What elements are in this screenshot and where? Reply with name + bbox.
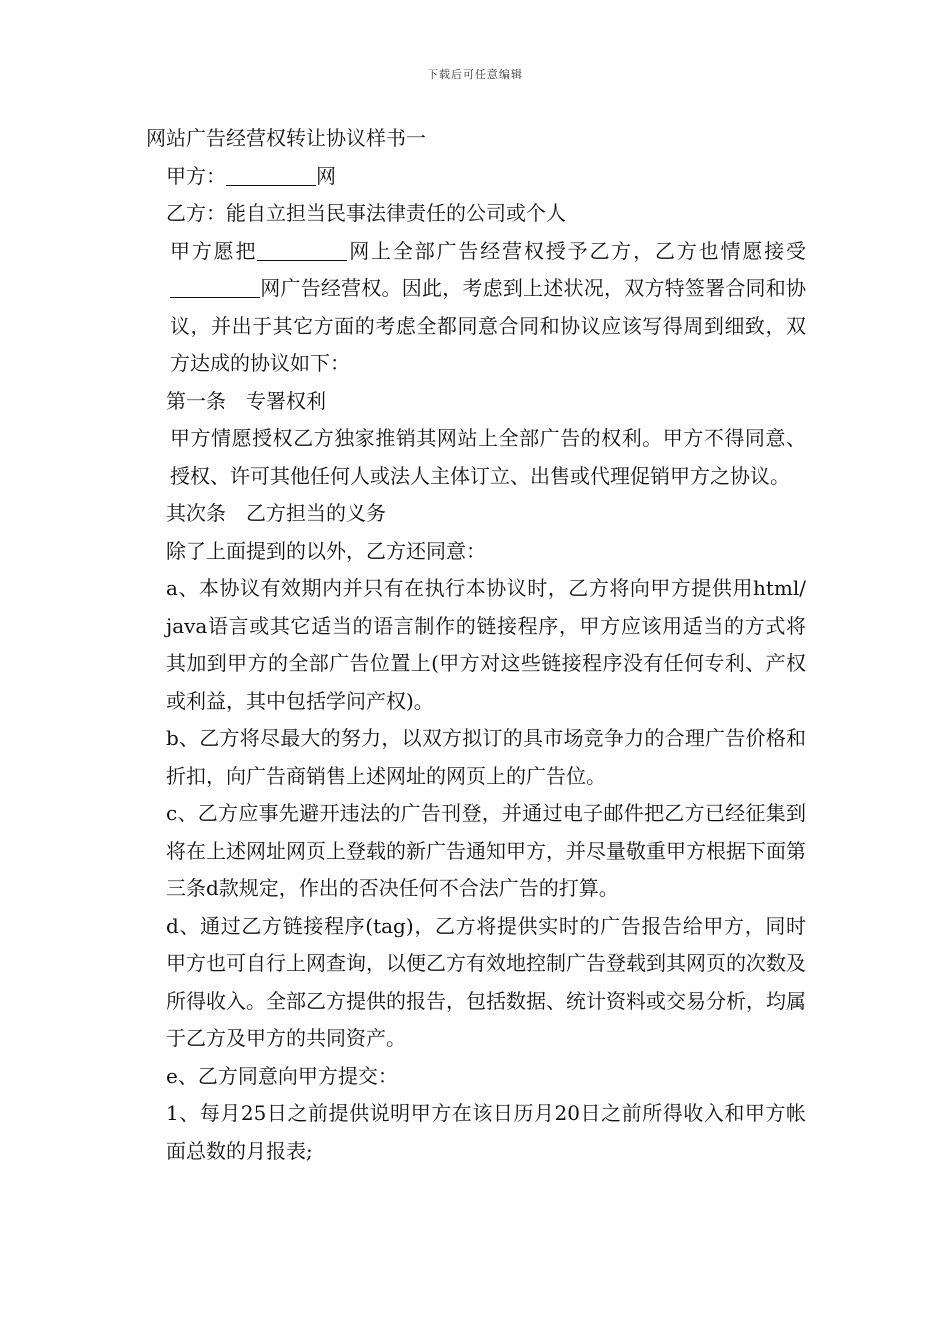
clause-c: c、乙方应事先避开违法的广告刊登，并通过电子邮件把乙方已经征集到将在上述网址网页上登载的新广告通知甲方，并尽量敬重甲方根据下面第三条d款规定，作出的否决任何不合法广告的打算。 (166, 801, 806, 900)
article2-lead: 除了上面提到的以外，乙方还同意： (166, 538, 486, 563)
header-note: 下载后可任意编辑 (427, 68, 523, 81)
clause-d: d、通过乙方链接程序(tag)，乙方将提供实时的广告报告给甲方，同时甲方也可自行上网查询，以便乙方有效地控制广告登载到其网页的次数及所得收入。全部乙方提供的报告，包括数据、统计资料或交易分析，均属于乙方及甲方的共同资产。 (166, 913, 806, 1050)
document-body (146, 120, 806, 1170)
clause-a: a、本协议有效期内并只有在执行本协议时，乙方将向甲方提供用html/ java语言或其它适当的语言制作的链接程序，甲方应该用适当的方式将其加到甲方的全部广告位置上(甲方对这些链接程序没有任何专利、产权或利益，其中包括学问产权)。 (166, 576, 806, 713)
intro-paragraph (146, 233, 806, 383)
intro-blank-2 (170, 277, 260, 298)
party-a-prefix: 甲方： (166, 163, 226, 188)
intro-part2: 网上全部广告经营权授予乙方，乙方也情愿接受 (347, 238, 807, 263)
clause-e: e、乙方同意向甲方提交： (166, 1063, 398, 1088)
intro-part1: 甲方愿把 (170, 238, 258, 263)
document-title: 网站广告经营权转让协议样书一 (146, 126, 426, 150)
article1-heading: 第一条 专署权利 (166, 388, 326, 413)
article2-heading: 其次条 乙方担当的义务 (166, 501, 386, 525)
intro-blank-1 (257, 240, 347, 261)
clause-e1: 1、每月25日之前提供说明甲方在该日历月20日之前所得收入和甲方帐面总数的月报表; (166, 1101, 806, 1163)
party-a-suffix: 网 (316, 163, 336, 188)
party-b-line: 乙方：能自立担当民事法律责任的公司或个人 (166, 201, 566, 225)
clause-b: b、乙方将尽最大的努力，以双方拟订的具市场竞争力的合理广告价格和折扣，向广告商销售上述网址的网页上的广告位。 (166, 726, 806, 788)
intro-part3: 网广告经营权。因此，考虑到上述状况，双方特签署合同和协议，并出于其它方面的考虑全都同意合同和协议应该写得周到细致，双方达成的协议如下： (170, 276, 806, 375)
party-a-line (146, 158, 806, 196)
party-a-blank (226, 165, 316, 186)
article1-body: 甲方情愿授权乙方独家推销其网站上全部广告的权利。甲方不得同意、授权、许可其他任何人或法人主体订立、出售或代理促销甲方之协议。 (170, 426, 806, 488)
